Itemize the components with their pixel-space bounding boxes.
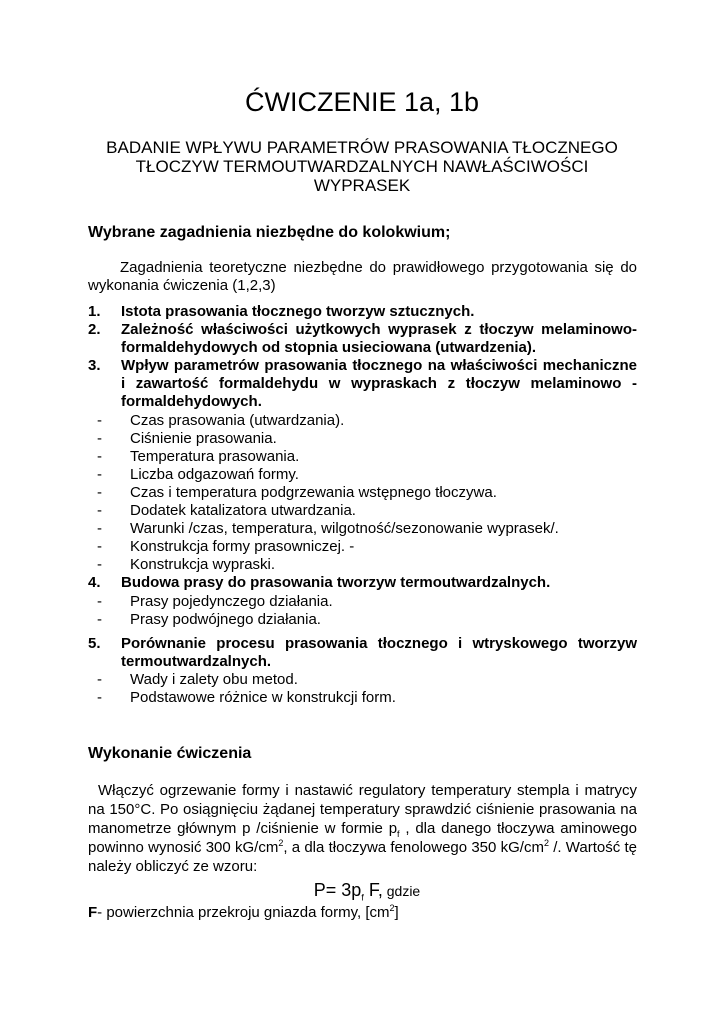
sub-item [88, 671, 637, 689]
superscript: 2 [278, 838, 284, 848]
list-text: Zależność właściwości użytkowych wyprasek z tłoczyw melaminowo-formaldehydowych od stopnia usieciowana (utwardzenia). [121, 321, 637, 357]
list-number: 1. [88, 303, 101, 320]
definition [88, 904, 399, 921]
sub-item [88, 502, 637, 520]
sub-item-text: Prasy podwójnego działania. [130, 610, 321, 628]
sub-item-text: Prasy pojedynczego działania. [130, 592, 333, 610]
sub-item [88, 520, 637, 538]
formula [0, 880, 724, 901]
superscript: 2 [389, 903, 395, 913]
section-heading-exercise: Wykonanie ćwiczenia [88, 745, 252, 762]
sub-item [88, 430, 637, 448]
formula-subscript: f [361, 892, 364, 903]
list-number: 2. [88, 321, 101, 339]
sub-item [88, 556, 637, 574]
dash: - [97, 688, 102, 706]
topic-list [88, 303, 637, 707]
sub-item-text: Warunki /czas, temperatura, wilgotność/sezonowanie wyprasek/. [130, 520, 559, 538]
definition-label: F [88, 904, 98, 921]
paragraph-text: Włączyć ogrzewanie formy i nastawić regulatory temperatury stempla i matrycy na 150°C. Po osiągnięciu żądanej temperatury sprawdzić ciśnienie prasowania na manometrze głównym p /ciśnienie w formie p [88, 782, 637, 837]
list-number: 3. [88, 357, 101, 375]
list-text: Wpływ parametrów prasowania tłocznego na właściwości mechaniczne i zawartość formaldehydu w wypraskach z tłoczyw melaminowo - formaldehydowych. [121, 357, 637, 411]
subtitle-line: BADANIE WPŁYWU PARAMETRÓW PRASOWANIA TŁOCZNEGO [106, 138, 618, 157]
sub-item [88, 484, 637, 502]
list-item [88, 303, 637, 321]
sub-item [88, 611, 637, 629]
sub-item-text: Czas prasowania (utwardzania). [130, 411, 345, 429]
sub-item [88, 412, 637, 430]
dash: - [97, 670, 102, 688]
sub-item-text: Dodatek katalizatora utwardzania. [130, 502, 356, 520]
dash: - [97, 483, 102, 501]
sub-item-text: Ciśnienie prasowania. [130, 429, 277, 447]
definition-text: - powierzchnia przekroju gniazda formy, [cm [97, 904, 390, 921]
dash: - [97, 429, 102, 447]
sub-item-text: Temperatura prasowania. [130, 447, 300, 465]
sub-item [88, 448, 637, 466]
formula-rest: F, [363, 880, 383, 900]
intro-text: Zagadnienia teoretyczne niezbędne do prawidłowego przygotowania się do wykonania ćwiczenia (1,2,3) [88, 259, 637, 294]
dash: - [97, 610, 102, 628]
section-heading-colloquium: Wybrane zagadnienia niezbędne do kolokwium; [88, 224, 451, 241]
sub-item [88, 689, 637, 707]
dash: - [97, 556, 102, 574]
dash: - [97, 592, 102, 610]
sub-item-text: Konstrukcja wypraski. [130, 556, 276, 574]
subtitle [60, 138, 664, 195]
list-item [88, 357, 637, 411]
list-item [88, 635, 637, 671]
list-text: Istota prasowania tłocznego tworzyw sztucznych. [121, 303, 475, 320]
subtitle-line: WYPRASEK [313, 176, 411, 195]
sub-item-text: Konstrukcja formy prasowniczej. - [130, 538, 355, 556]
dash: - [97, 520, 102, 538]
sub-item-text: Liczba odgazowań formy. [130, 465, 299, 483]
sub-item [88, 466, 637, 484]
dash: - [97, 538, 102, 556]
definition-close: ] [394, 904, 399, 921]
formula-main: P= 3p [313, 880, 362, 900]
intro-paragraph [88, 259, 637, 295]
sub-item-text: Wady i zalety obu metod. [130, 670, 298, 688]
sub-item-text: Podstawowe różnice w konstrukcji form. [130, 688, 396, 706]
list-text: Porównanie procesu prasowania tłocznego i wtryskowego tworzyw termoutwardzalnych. [121, 634, 637, 670]
paragraph-text: /. Wartość tę należy obliczyć ze wzoru: [88, 839, 637, 875]
dash: - [97, 447, 102, 465]
subtitle-line: TŁOCZYW TERMOUTWARDZALNYCH NAWŁAŚCIWOŚCI [135, 157, 589, 176]
superscript: 2 [543, 838, 549, 848]
dash: - [97, 502, 102, 520]
paragraph-text: , a dla tłoczywa fenolowego 350 kG/cm [283, 839, 544, 856]
list-number: 4. [88, 574, 101, 592]
dash: - [97, 411, 102, 429]
subscript: f [397, 829, 400, 839]
sub-item [88, 538, 637, 556]
page-title: ĆWICZENIE 1a, 1b [244, 87, 480, 117]
exercise-paragraph [88, 781, 637, 876]
dash: - [97, 465, 102, 483]
formula-where: gdzie [382, 883, 421, 899]
list-item [88, 574, 637, 592]
paragraph-text: , dla danego tłoczywa aminowego powinno wynosić 300 kG/cm [88, 820, 637, 856]
list-item [88, 321, 637, 357]
sub-item-text: Czas i temperatura podgrzewania wstępnego tłoczywa. [130, 483, 497, 501]
sub-item [88, 593, 637, 611]
list-number: 5. [88, 634, 101, 652]
list-text: Budowa prasy do prasowania tworzyw termoutwardzalnych. [121, 574, 551, 592]
